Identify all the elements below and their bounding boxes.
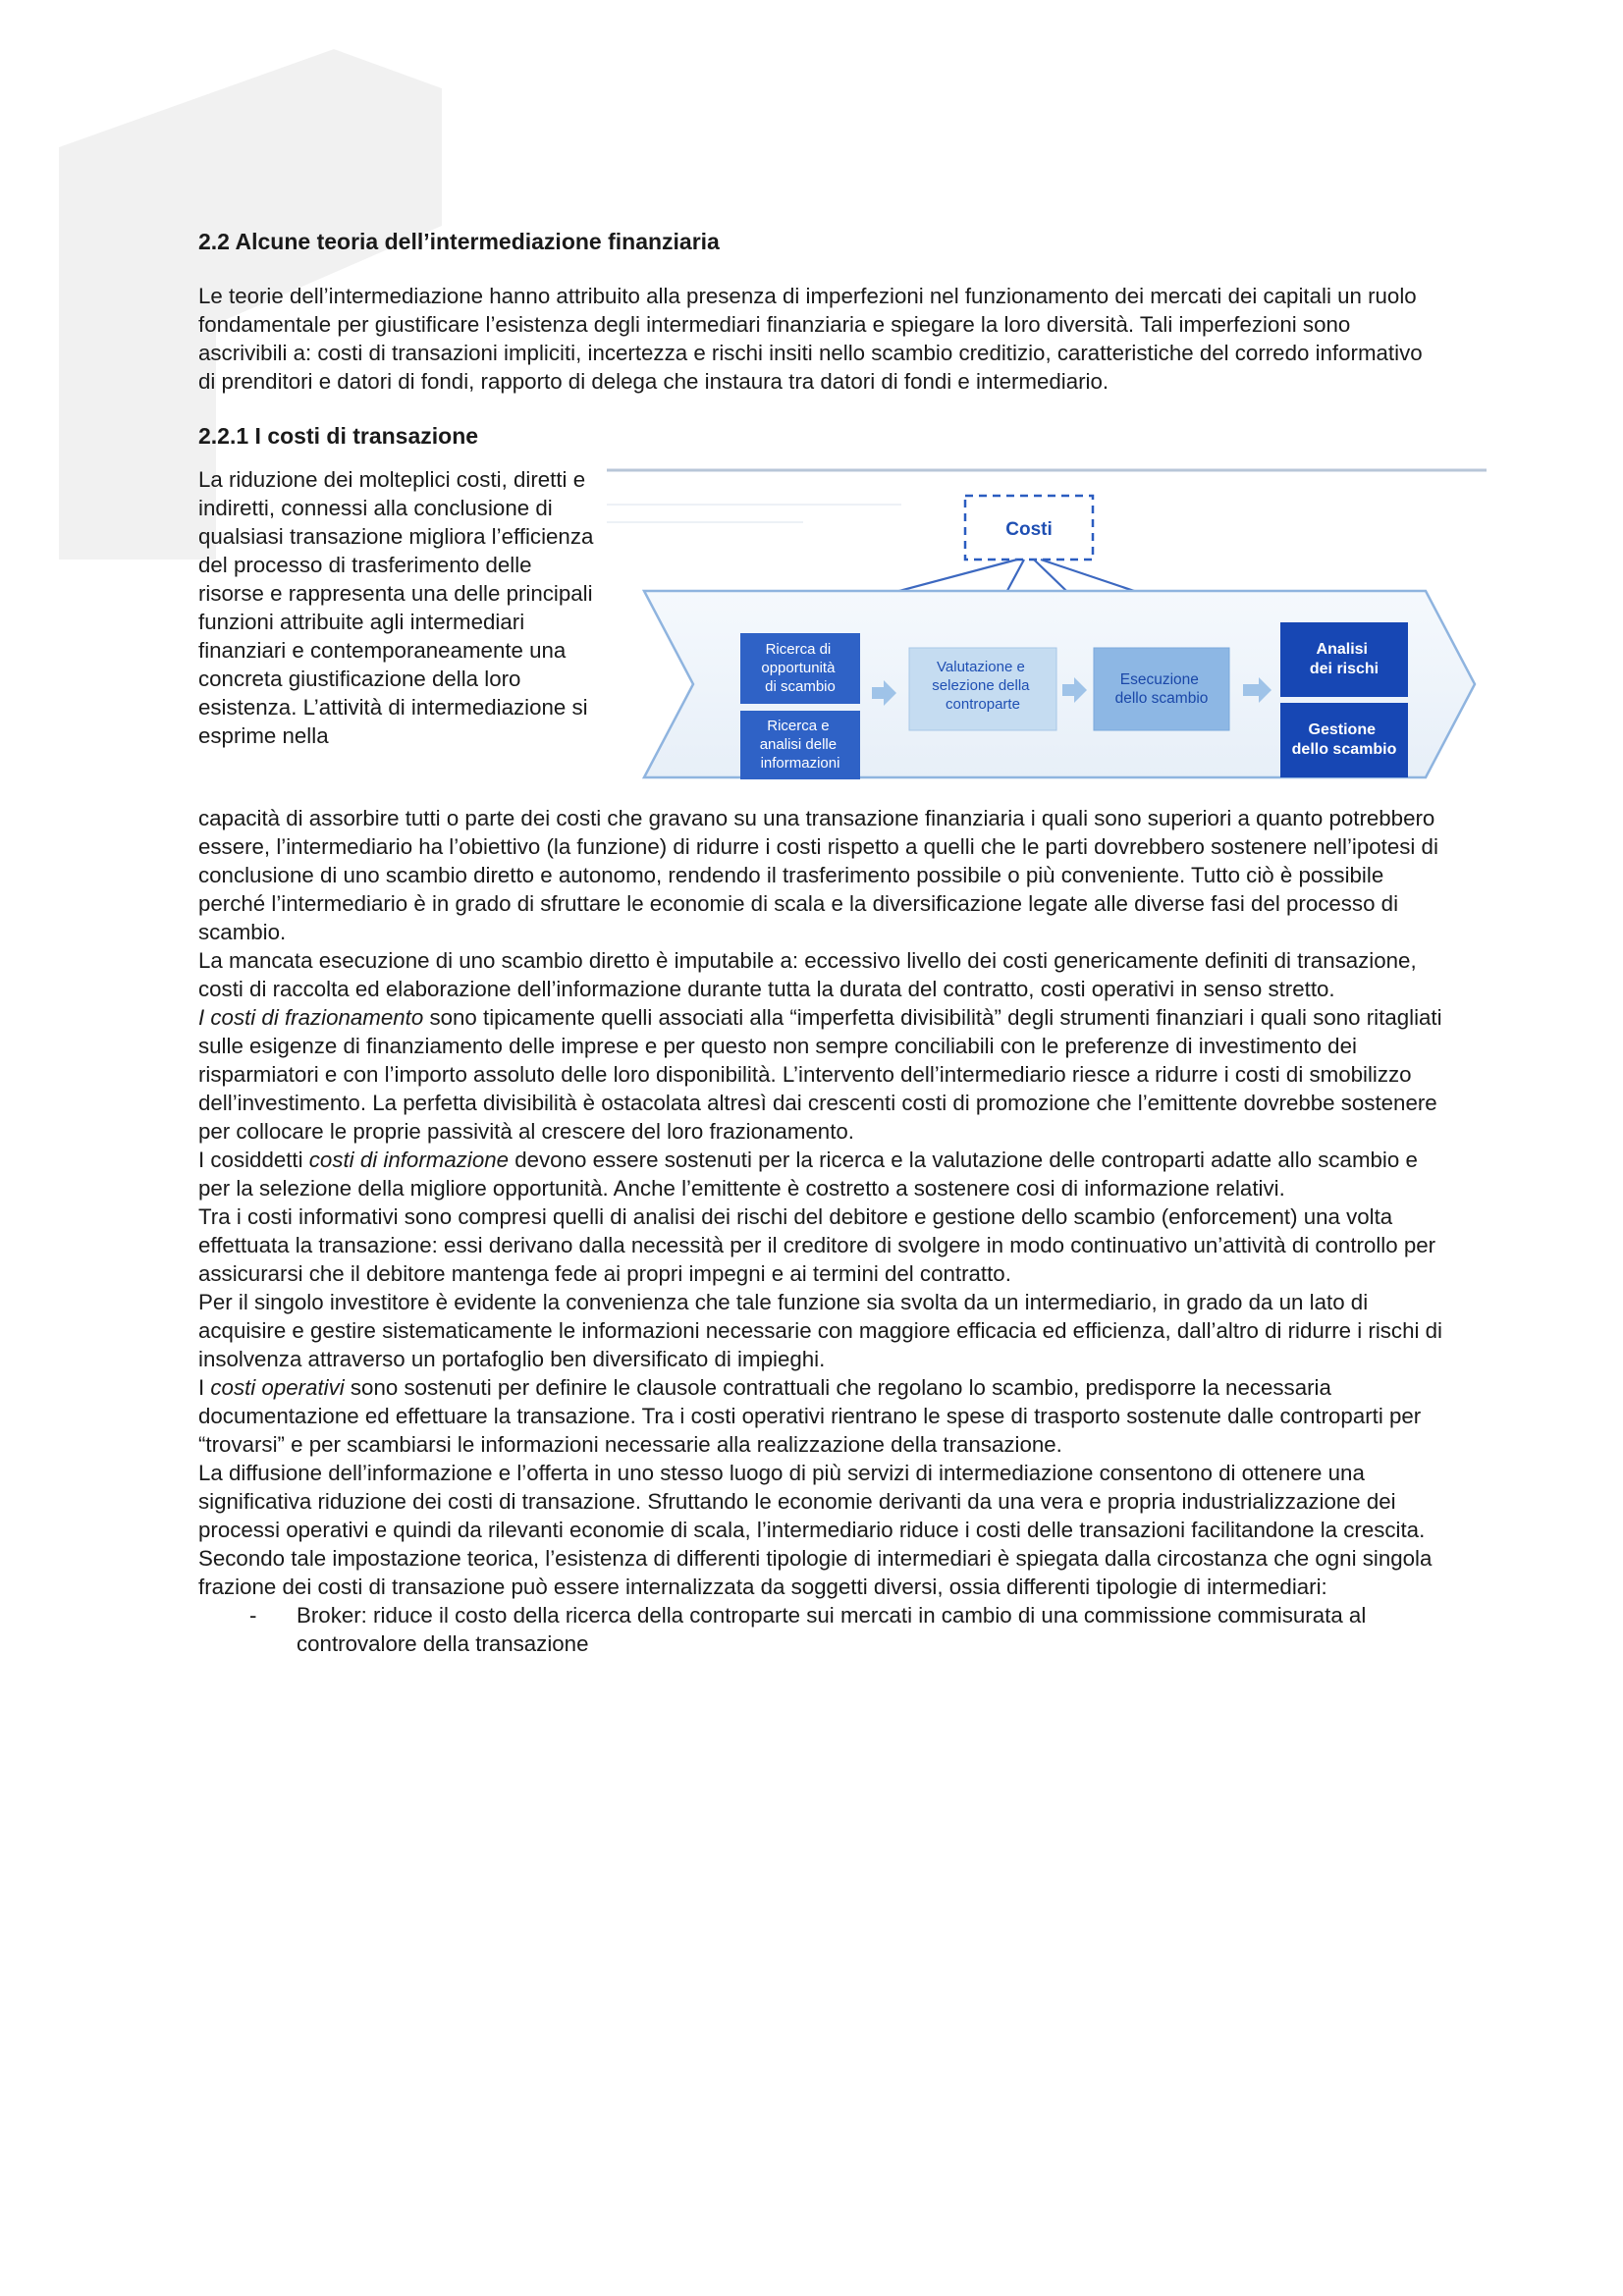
paragraph-2: La mancata esecuzione di uno scambio diretto è imputabile a: eccessivo livello dei costi genericamente definiti di transazione, costi di raccolta ed elaborazione dell’informazione durante tutta la durata del contratto, costi operativi in senso stretto. xyxy=(198,948,1417,1001)
section-title: 2.2 Alcune teoria dell’intermediazione finanziaria xyxy=(198,229,720,254)
box-counterparty-evaluation xyxy=(909,648,1056,730)
box-execution xyxy=(1094,648,1229,730)
box4-line2: dello scambio xyxy=(1114,690,1209,707)
costi-label: Costi xyxy=(1005,519,1053,540)
paragraph-1-continued: capacità di assorbire tutti o parte dei costi che gravano su una transazione finanziaria i quali sono superiori a quanto potrebbero essere, l’intermediario ha l’obiettivo (la funzione) di ridurre i costi rispetto a quelli che le parti dovrebbero sostenere nell’ipotesi di conclusione di uno scambio diretto e autonomo, rendendo il trasferimento possibile o più conveniente. Tutto ciò è possibile perché l’intermediario è in grado di sfruttare le economie di scala e la diversificazione legate alle diverse fasi del processo di scambio. xyxy=(198,806,1438,944)
paragraph-7 xyxy=(198,1373,1443,1459)
box3-line1: Valutazione e xyxy=(937,659,1025,675)
paragraph-4 xyxy=(198,1146,1443,1202)
paragraph-float-text: La riduzione dei molteplici costi, diretti e indiretti, connessi alla conclusione di qualsiasi transazione migliora l’efficienza del processo di trasferimento delle risorse e rappresenta una delle principali funzioni attribuite agli intermediari finanziari e contemporaneamente una concreta giustificazione della loro esistenza. L’attività di intermediazione si esprime nella xyxy=(198,467,594,748)
text-with-diagram xyxy=(198,465,1443,804)
paragraph-7-text: sono sostenuti per definire le clausole contrattuali che regolano lo scambio, predisporre la necessaria documentazione ed effettuare la transazione. Tra i costi operativi rientrano le spese di trasporto sostenute dalle controparti per “trovarsi” e per scambiarsi le informazioni necessarie alla realizzazione della transazione. xyxy=(198,1375,1422,1457)
box-information-analysis xyxy=(740,711,860,779)
intermediary-types-list xyxy=(198,1601,1443,1658)
box4-line1: Esecuzione xyxy=(1119,671,1199,688)
box2-line2: analisi delle xyxy=(759,736,838,753)
list-item: - Broker: riduce il costo della ricerca della controparte sui mercati in cambio di una commissione commisurata al controvalore della transazione xyxy=(249,1601,1443,1658)
term-information-costs: costi di informazione xyxy=(308,1148,510,1172)
box1-line3: di scambio xyxy=(765,678,836,695)
paragraph-3 xyxy=(198,1003,1443,1146)
paragraph-3-text: sono tipicamente quelli associati alla “imperfetta divisibilità” degli strumenti finanziari i quali sono ritagliati sulle esigenze di finanziamento delle imprese e per questo non sempre conciliabili con le preferenze di investimento dei risparmiatori e con l’importo assoluto delle loro disponibilità. L’intervento dell’intermediario riesce a ridurre i costi di smobilizzo dell’investimento. La perfetta divisibilità è ostacolata altresì dai crescenti costi di promozione che l’emittente dovrebbe sostenere per collocare le proprie passività al crescere del loro frazionamento. xyxy=(198,1005,1442,1144)
paragraph-4-text: devono essere sostenuti per la ricerca e la valutazione delle controparti adatte allo scambio e per la selezione della migliore opportunità. Anche l’emittente è costretto a sostenere cosi di informazione relativi. xyxy=(198,1148,1418,1201)
paragraph-9: Secondo tale impostazione teorica, l’esistenza di differenti tipologie di intermediari è spiegata dalla circostanza che ogni singola frazione dei costi di transazione può essere internalizzata da soggetti diversi, ossia differenti tipologie di intermediari: xyxy=(198,1546,1433,1599)
box5-line2: dei rischi xyxy=(1309,661,1380,677)
box5-line1: Analisi xyxy=(1316,641,1369,658)
paragraph-6: Per il singolo investitore è evidente la convenienza che tale funzione sia svolta da un intermediario, in grado da un lato di acquisire e gestire sistematicamente le informazioni necessarie con maggiore efficacia ed efficienza, dall’altro di ridurre i rischi di insolvenza attraverso un portafoglio ben diversificato di impieghi. xyxy=(198,1290,1442,1371)
box6-line1: Gestione xyxy=(1308,721,1377,738)
box2-line3: informazioni xyxy=(760,755,840,772)
box1-line1: Ricerca di xyxy=(765,641,832,658)
box1-line2: opportunità xyxy=(761,660,836,676)
paragraph-5: Tra i costi informativi sono compresi quelli di analisi dei rischi del debitore e gestione dello scambio (enforcement) una volta effettuata la transazione: essi derivano dalla necessità per il creditore di svolgere in modo continuativo un’attività di controllo per assicurarsi che il debitore mantenga fede ai propri impegni e ai termini del contratto. xyxy=(198,1204,1436,1286)
costi-box xyxy=(965,496,1093,560)
box-exchange-management xyxy=(1280,703,1408,777)
subsection-title: 2.2.1 I costi di transazione xyxy=(198,423,479,449)
term-fractioning-costs: I costi di frazionamento xyxy=(198,1005,424,1030)
box-search-opportunities xyxy=(740,633,860,704)
document-page xyxy=(198,228,1443,1658)
svg-text:Valutazione e selezi xyxy=(932,659,1033,713)
transaction-costs-diagram xyxy=(607,463,1487,807)
paragraph-8: La diffusione dell’informazione e l’offerta in uno stesso luogo di più servizi di intermediazione consentono di ottenere una significativa riduzione dei costi di transazione. Sfruttando le economie derivanti da una vera e propria industrializzazione dei processi operativi e quindi da rilevanti economie di scala, l’intermediario riduce i costi delle transazioni facilitandone la crescita. xyxy=(198,1461,1426,1542)
intro-paragraph: Le teorie dell’intermediazione hanno attribuito alla presenza di imperfezioni nel funzionamento dei mercati dei capitali un ruolo fondamentale per giustificare l’esistenza degli intermediari finanziaria e spiegare la loro diversità. Tali imperfezioni sono ascrivibili a: costi di transazioni impliciti, incertezza e rischi insiti nello scambio creditizio, caratteristiche del corredo informativo di prenditori e datori di fondi, rapporto di delega che instaura tra datori di fondi e intermediario. xyxy=(198,284,1423,394)
term-operating-costs: costi operativi xyxy=(210,1375,345,1400)
svg-text:Ricerca di opportuni xyxy=(761,641,839,695)
box-risk-analysis xyxy=(1280,622,1408,697)
box6-line2: dello scambio xyxy=(1291,741,1397,758)
paragraph-4-lead: I cosiddetti xyxy=(198,1148,309,1172)
paragraph-7-lead: I xyxy=(198,1375,211,1400)
box2-line1: Ricerca e xyxy=(767,718,830,734)
box3-line3: controparte xyxy=(946,696,1020,713)
box3-line2: selezione della xyxy=(932,677,1030,694)
svg-text:Ricerca e analisi de xyxy=(760,718,841,772)
